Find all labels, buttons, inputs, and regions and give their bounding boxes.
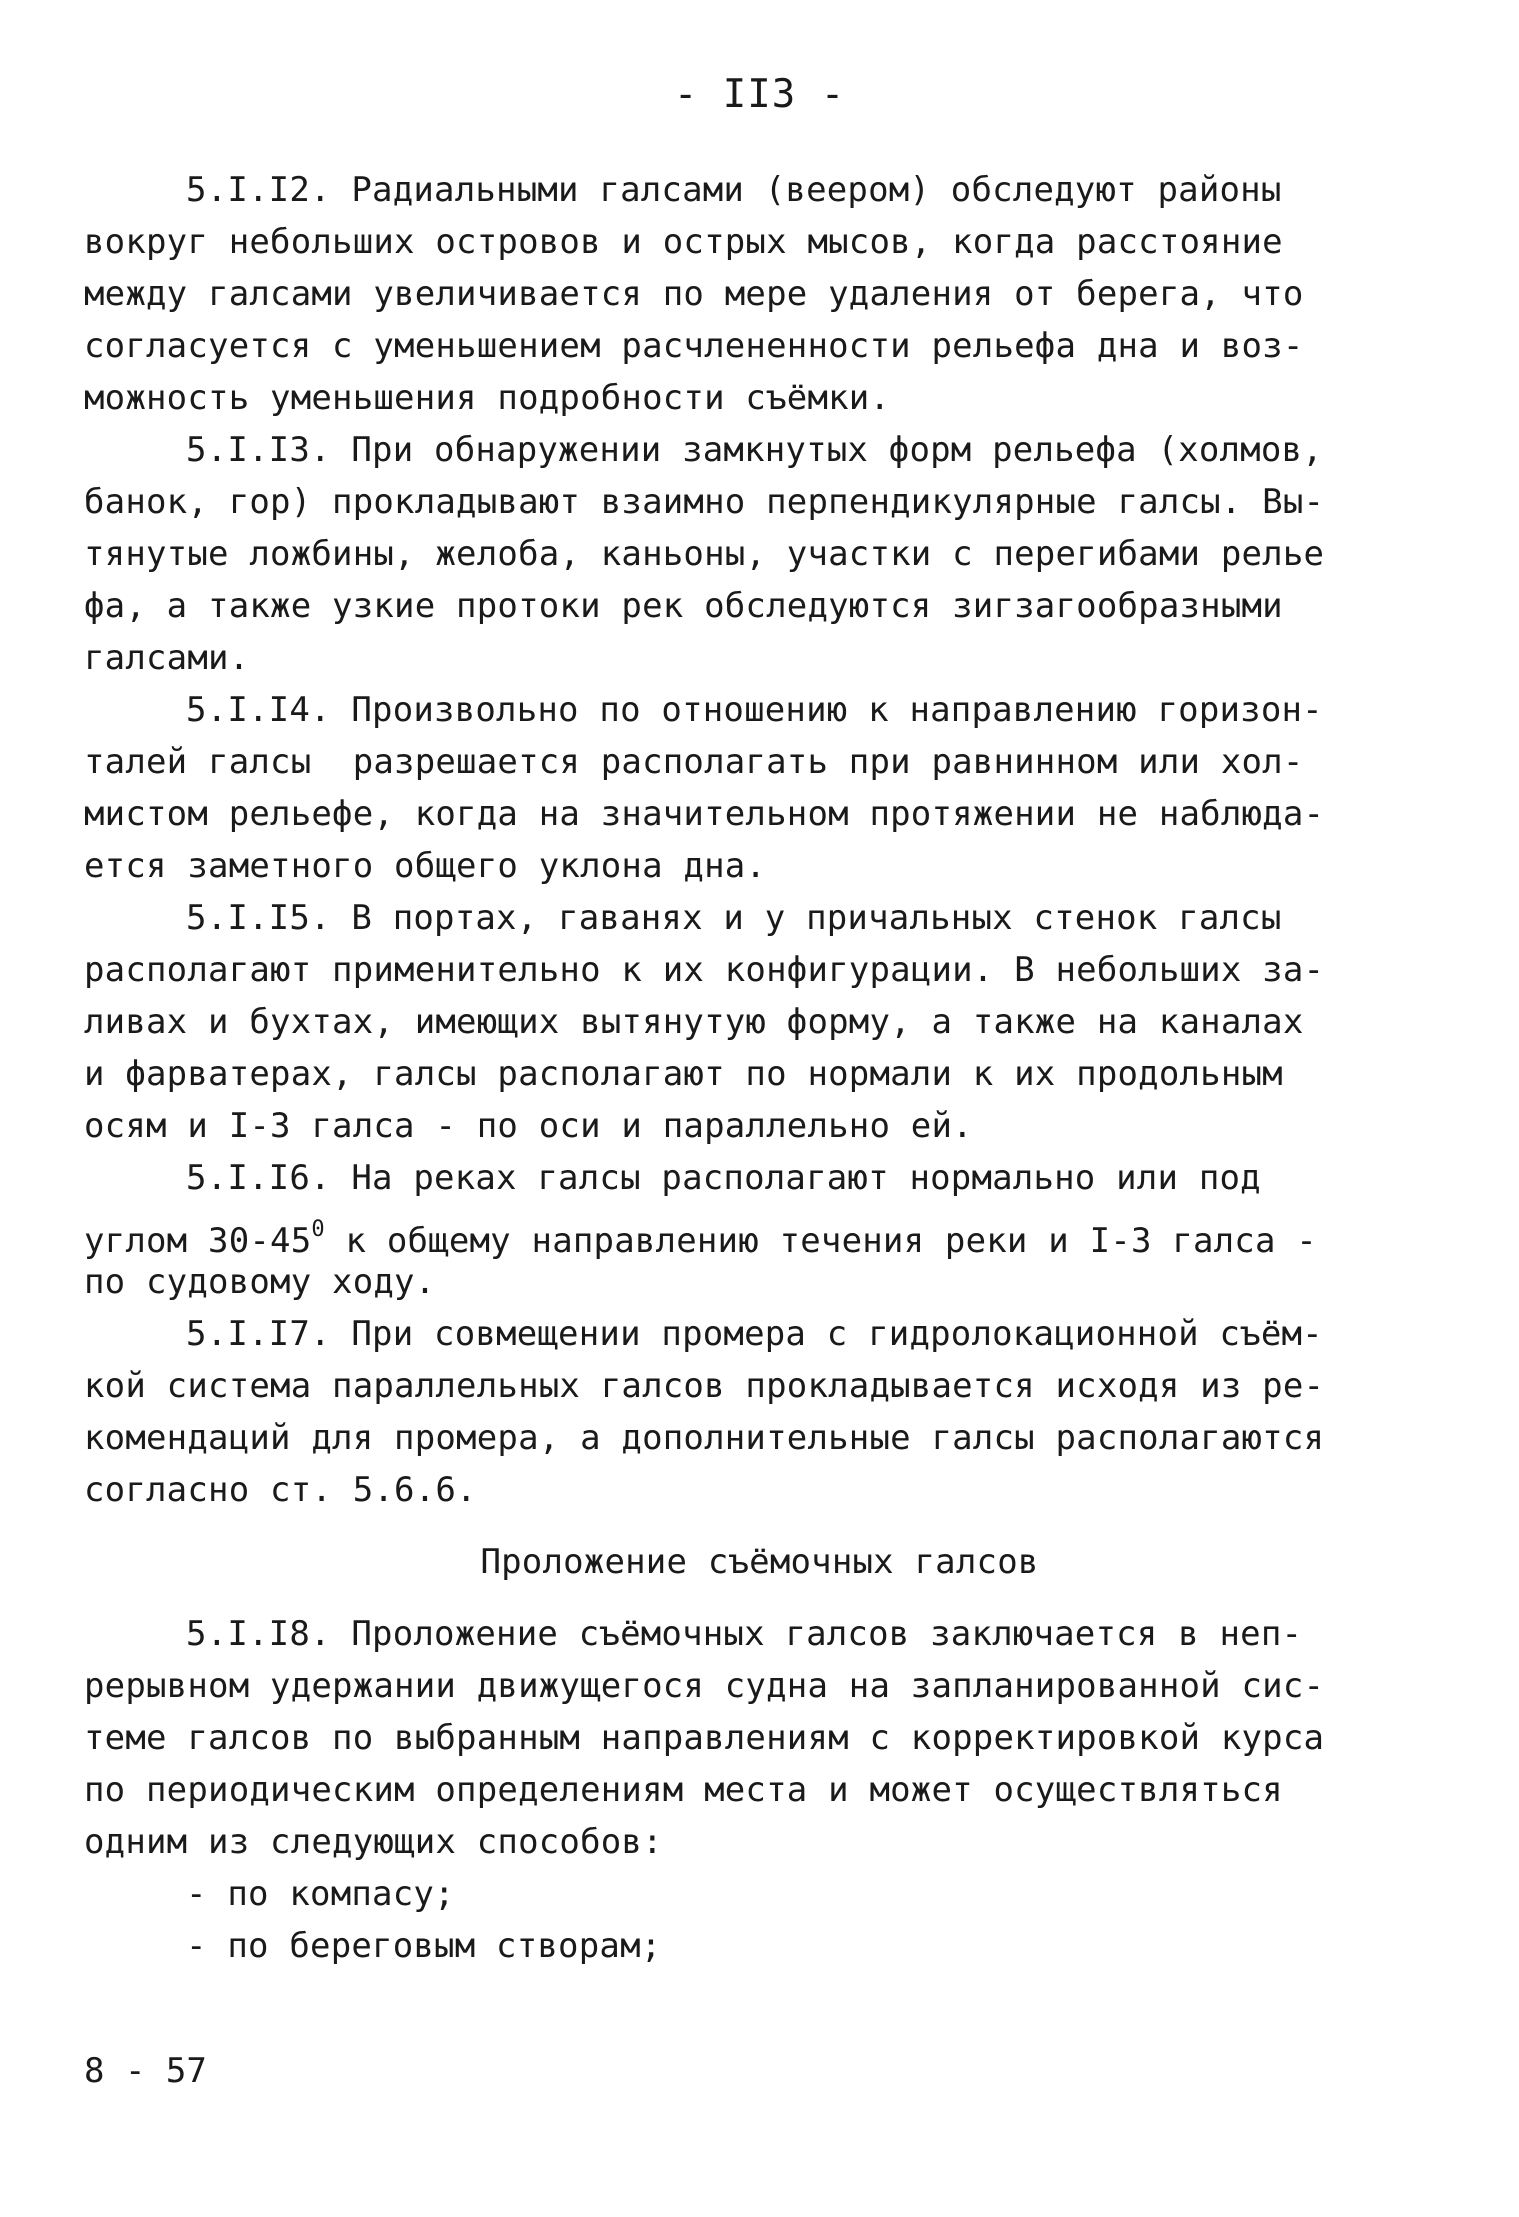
section-title: Проложение съёмочных галсов xyxy=(480,1542,1039,1582)
p12-line-4: согласуется с уменьшением расчлененности рельефа дна и воз- xyxy=(84,326,1304,366)
page-footer-signature: 8 - 57 xyxy=(84,2051,207,2091)
p18-line-4: по периодическим определениям места и может осуществляться xyxy=(84,1770,1283,1810)
p13-line-3: тянутые ложбины, желоба, каньоны, участки с перегибами релье xyxy=(84,534,1325,574)
p15-line-3: ливах и бухтах, имеющих вытянутую форму, а также на каналах xyxy=(84,1002,1304,1042)
p13-line-1: 5.I.I3. При обнаружении замкнутых форм рельефа (холмов, xyxy=(186,430,1323,470)
p15-line-5: осям и I-3 галса - по оси и параллельно ей. xyxy=(84,1106,973,1146)
p16-line-2-start: углом 30-45 xyxy=(84,1221,312,1261)
p13-line-2: банок, гор) прокладывают взаимно перпендикулярные галсы. Вы- xyxy=(84,482,1325,522)
p13-line-5: галсами. xyxy=(84,638,250,678)
p12-line-1: 5.I.I2. Радиальными галсами (веером) обследуют районы xyxy=(186,170,1282,210)
p17-line-2: кой система параллельных галсов прокладывается исходя из ре- xyxy=(84,1366,1325,1406)
p18-line-2: рерывном удержании движущегося судна на запланированной сис- xyxy=(84,1666,1325,1706)
p12-line-2: вокруг небольших островов и острых мысов, когда расстояние xyxy=(84,222,1283,262)
p15-line-2: располагают применительно к их конфигурации. В небольших за- xyxy=(84,950,1325,990)
p12-line-3: между галсами увеличивается по мере удаления от берега, что xyxy=(84,274,1304,314)
p16-line-3: по судовому ходу. xyxy=(84,1262,436,1302)
p16-line-2-end: к общему направлению течения реки и I-3 галса - xyxy=(324,1221,1317,1261)
list-item-shore-ranges: - по береговым створам; xyxy=(186,1926,662,1966)
p14-line-4: ется заметного общего уклона дна. xyxy=(84,846,767,886)
p14-line-2: талей галсы разрешается располагать при равнинном или хол- xyxy=(84,742,1304,782)
p18-line-1: 5.I.I8. Проложение съёмочных галсов заключается в неп- xyxy=(186,1614,1303,1654)
p13-line-4: фа, а также узкие протоки рек обследуются зигзагообразными xyxy=(84,586,1283,626)
p18-line-3: теме галсов по выбранным направлениям с корректировкой курса xyxy=(84,1718,1325,1758)
p15-line-1: 5.I.I5. В портах, гаванях и у причальных стенок галсы xyxy=(186,898,1282,938)
p15-line-4: и фарватерах, галсы располагают по нормали к их продольным xyxy=(84,1054,1283,1094)
p16-line-1: 5.I.I6. На реках галсы располагают нормально или под xyxy=(186,1158,1261,1198)
p12-line-5: можность уменьшения подробности съёмки. xyxy=(84,378,891,418)
degree-superscript: 0 xyxy=(311,1217,325,1242)
p18-line-5: одним из следующих способов: xyxy=(84,1822,663,1862)
p17-line-3: комендаций для промера, а дополнительные галсы располагаются xyxy=(84,1418,1325,1458)
p17-line-1: 5.I.I7. При совмещении промера с гидролокационной съём- xyxy=(186,1314,1323,1354)
page-number: - II3 - xyxy=(673,72,846,117)
p14-line-1: 5.I.I4. Произвольно по отношению к направлению горизон- xyxy=(186,690,1323,730)
p17-line-4: согласно ст. 5.6.6. xyxy=(84,1470,477,1510)
p14-line-3: мистом рельефе, когда на значительном протяжении не наблюда- xyxy=(84,794,1325,834)
list-item-compass: - по компасу; xyxy=(186,1874,455,1914)
